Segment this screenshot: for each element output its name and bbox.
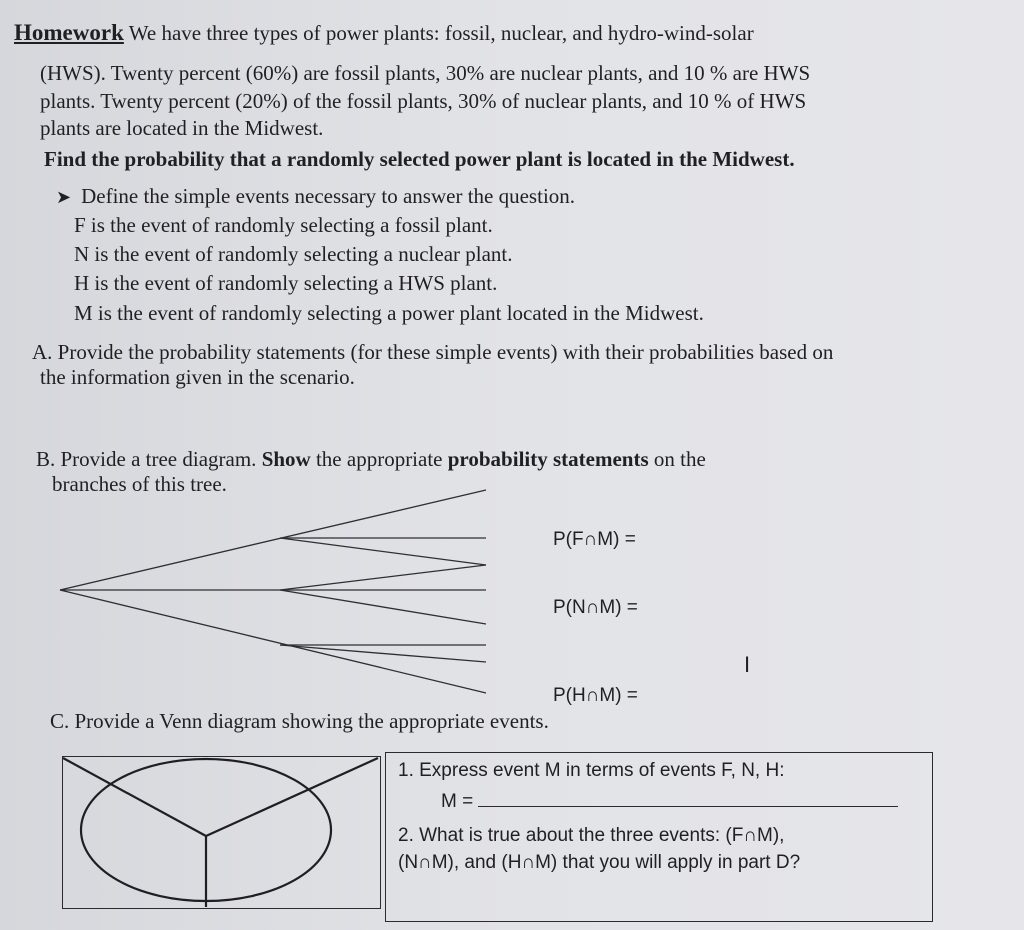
tree-label-h-and-m: P(H∩M) = bbox=[553, 685, 638, 706]
part-b-suffix: on the bbox=[653, 447, 706, 471]
intro-line-4: plants are located in the Midwest. bbox=[40, 116, 324, 140]
intro-line-3: plants. Twenty percent (20%) of the fossil plants, 30% of nuclear plants, and 10 % of HWS bbox=[40, 89, 807, 113]
m-equals-label: M = bbox=[441, 791, 474, 812]
homework-heading: Homework bbox=[14, 20, 124, 45]
part-b-prefix: B. Provide a tree diagram. bbox=[36, 447, 257, 471]
text-cursor-icon: I bbox=[744, 652, 751, 677]
part-b-line-2: branches of this tree. bbox=[52, 472, 227, 496]
part-b-show: Show bbox=[261, 447, 311, 471]
tree-label-f-and-m: P(F∩M) = bbox=[553, 529, 636, 550]
tree-branch-fossil-not-midwest bbox=[280, 538, 486, 565]
arrow-bullet-icon: ➤ bbox=[56, 187, 72, 207]
m-equals-line[interactable] bbox=[441, 789, 898, 815]
intro-text-1: We have three types of power plants: fossil, nuclear, and hydro-wind-solar bbox=[128, 21, 754, 45]
question-text: Find the probability that a randomly selected power plant is located in the Midwest. bbox=[44, 147, 795, 171]
part-c-text: C. Provide a Venn diagram showing the appropriate events. bbox=[50, 709, 549, 733]
tree-branch-nuclear-midwest bbox=[280, 565, 486, 590]
tree-label-n-and-m: P(N∩M) = bbox=[553, 597, 638, 618]
event-m: M is the event of randomly selecting a power plant located in the Midwest. bbox=[74, 301, 704, 325]
part-b-bold: probability statements bbox=[447, 447, 649, 471]
tree-branch-hws-not-midwest bbox=[280, 645, 486, 662]
event-h: H is the event of randomly selecting a HWS plant. bbox=[74, 271, 498, 295]
question-2-line-2: (N∩M), and (H∩M) that you will apply in part D? bbox=[398, 852, 801, 873]
tree-branch-fossil bbox=[60, 490, 486, 590]
tree-branch-hws bbox=[60, 590, 486, 693]
question-1: 1. Express event M in terms of events F, N, H: bbox=[398, 760, 785, 781]
part-a-line-1: A. Provide the probability statements (for these simple events) with their probabilities based on bbox=[32, 340, 834, 364]
event-n: N is the event of randomly selecting a nuclear plant. bbox=[74, 242, 513, 266]
intro-line-2: (HWS). Twenty percent (60%) are fossil plants, 30% are nuclear plants, and 10 % are HWS bbox=[40, 61, 811, 85]
venn-diagram-box bbox=[62, 756, 381, 909]
part-b-mid: the appropriate bbox=[315, 447, 443, 471]
event-f: F is the event of randomly selecting a fossil plant. bbox=[74, 213, 493, 237]
define-title: Define the simple events necessary to answer the question. bbox=[81, 184, 576, 208]
question-2-line-1: 2. What is true about the three events: (F∩M), bbox=[398, 825, 785, 846]
part-a-line-2: the information given in the scenario. bbox=[40, 365, 355, 389]
tree-branch-nuclear-not-midwest bbox=[280, 590, 486, 624]
m-answer-blank[interactable] bbox=[478, 790, 898, 807]
